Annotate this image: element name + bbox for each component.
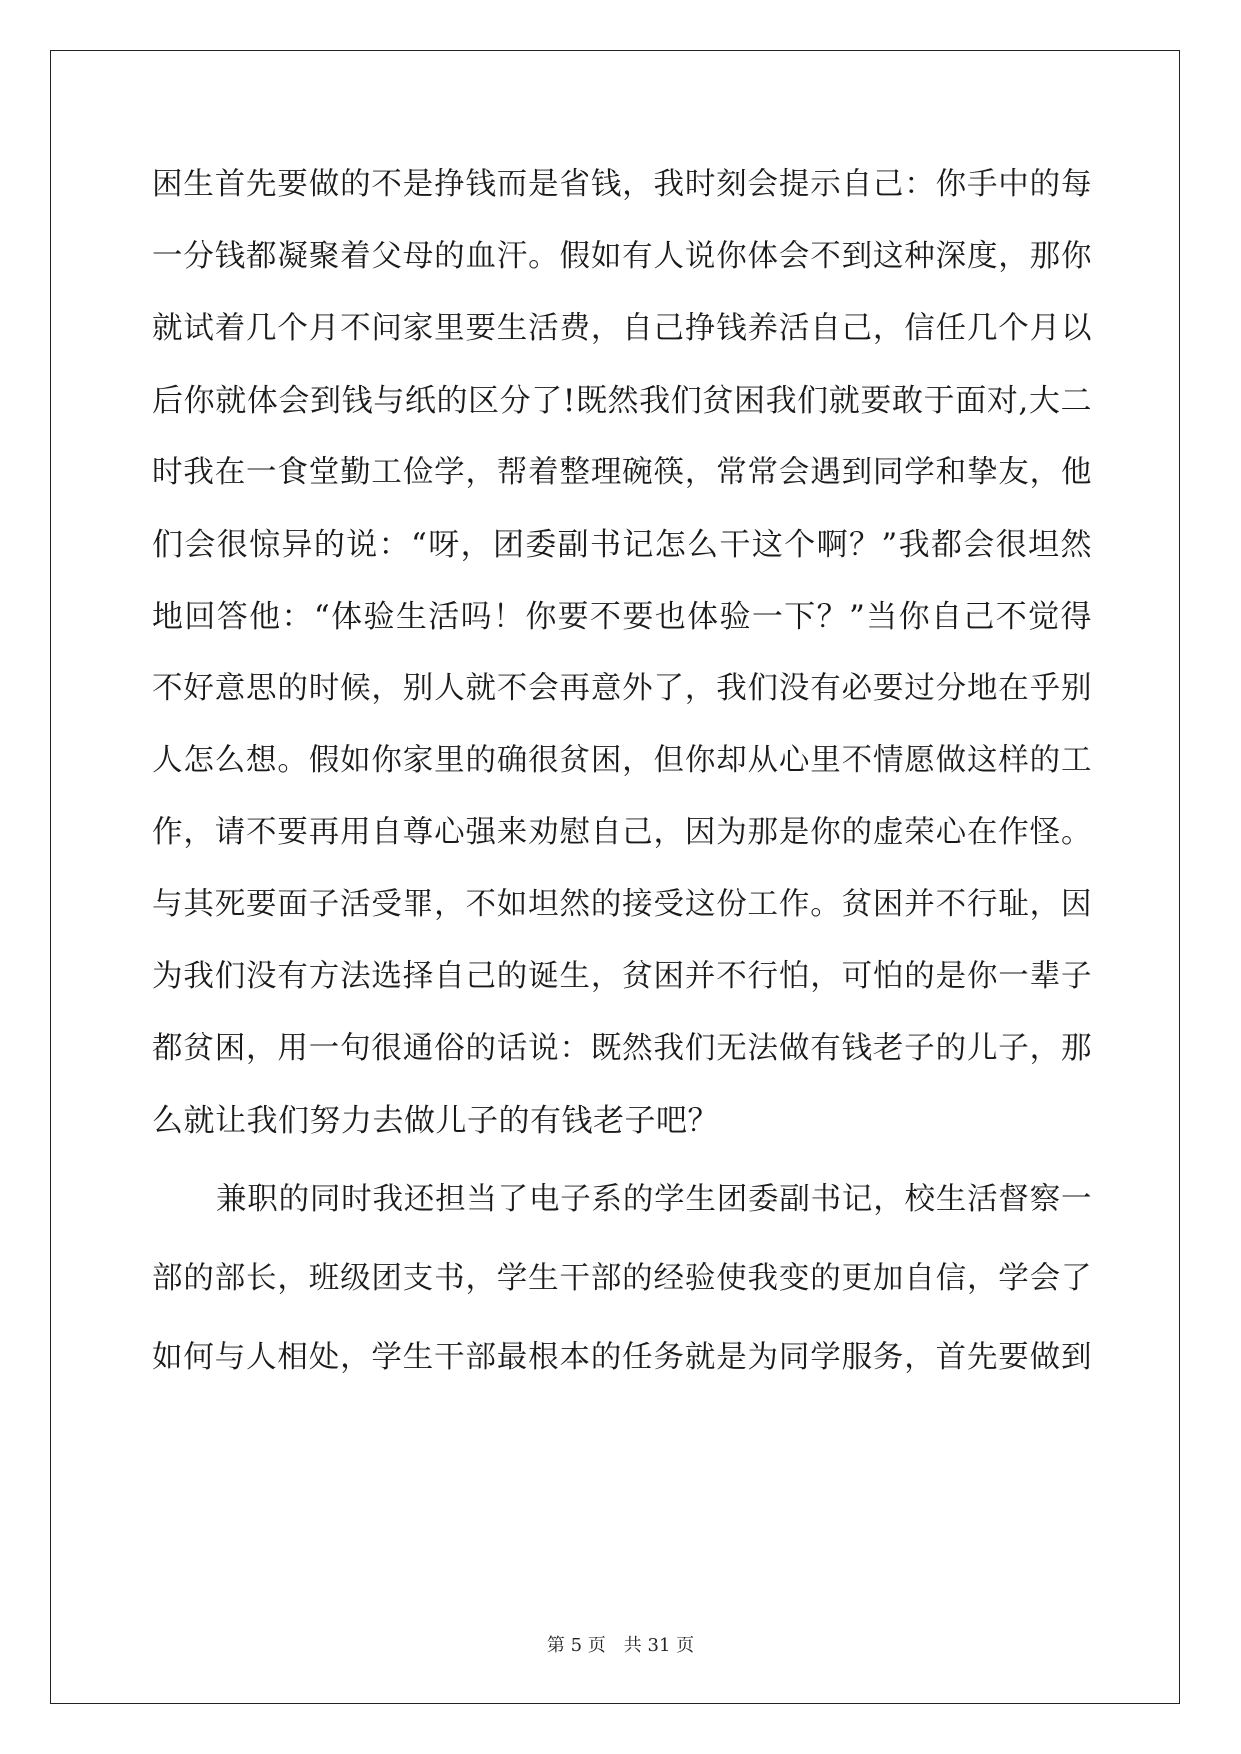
paragraph-2-line-3: 如何与人相处，学生干部最根本的任务就是为同学服务，首先要做到 xyxy=(152,1340,1092,1375)
paragraph-1-line-6: 们会很惊异的说：“呀，团委副书记怎么干这个啊？”我都会很坦然 xyxy=(152,527,1092,563)
paragraph-1-line-13: 都贫困，用一句很通俗的话说：既然我们无法做有钱老子的儿子，那 xyxy=(152,1031,1092,1066)
page-border xyxy=(50,50,1180,1704)
paragraph-1-line-2: 一分钱都凝聚着父母的血汗。假如有人说你体会不到这种深度，那你 xyxy=(152,239,1092,274)
page-number: 第 5 页 xyxy=(546,1635,606,1656)
paragraph-1-line-7: 地回答他：“体验生活吗！你要不要也体验一下？”当你自己不觉得 xyxy=(152,599,1092,635)
paragraph-2-line-1: 兼职的同时我还担当了电子系的学生团委副书记，校生活督察一 xyxy=(216,1182,1092,1217)
paragraph-1-line-12: 为我们没有方法选择自己的诞生，贫困并不行怕，可怕的是你一辈子 xyxy=(152,959,1092,994)
paragraph-1-line-4: 后你就体会到钱与纸的区分了!既然我们贫困我们就要敢于面对,大二 xyxy=(152,383,1092,419)
paragraph-1-line-11: 与其死要面子活受罪，不如坦然的接受这份工作。贫困并不行耻，因 xyxy=(152,887,1092,922)
paragraph-1-line-9: 人怎么想。假如你家里的确很贫困，但你却从心里不情愿做这样的工 xyxy=(152,743,1092,778)
paragraph-2-line-2: 部的部长，班级团支书，学生干部的经验使我变的更加自信，学会了 xyxy=(152,1261,1092,1296)
page-footer xyxy=(0,1634,1241,1658)
paragraph-1-line-14: 么就让我们努力去做儿子的有钱老子吧？ xyxy=(152,1103,719,1139)
paragraph-1-line-1: 困生首先要做的不是挣钱而是省钱，我时刻会提示自己：你手中的每 xyxy=(152,167,1092,202)
paragraph-1-line-5: 时我在一食堂勤工俭学，帮着整理碗筷，常常会遇到同学和挚友，他 xyxy=(152,455,1092,490)
paragraph-1-line-8: 不好意思的时候，别人就不会再意外了，我们没有必要过分地在乎别 xyxy=(152,671,1092,706)
total-pages: 共 31 页 xyxy=(623,1635,695,1656)
paragraph-1-line-10: 作，请不要再用自尊心强来劝慰自己，因为那是你的虚荣心在作怪。 xyxy=(152,815,1092,850)
paragraph-1-line-3: 就试着几个月不问家里要生活费，自己挣钱养活自己，信任几个月以 xyxy=(152,311,1092,346)
